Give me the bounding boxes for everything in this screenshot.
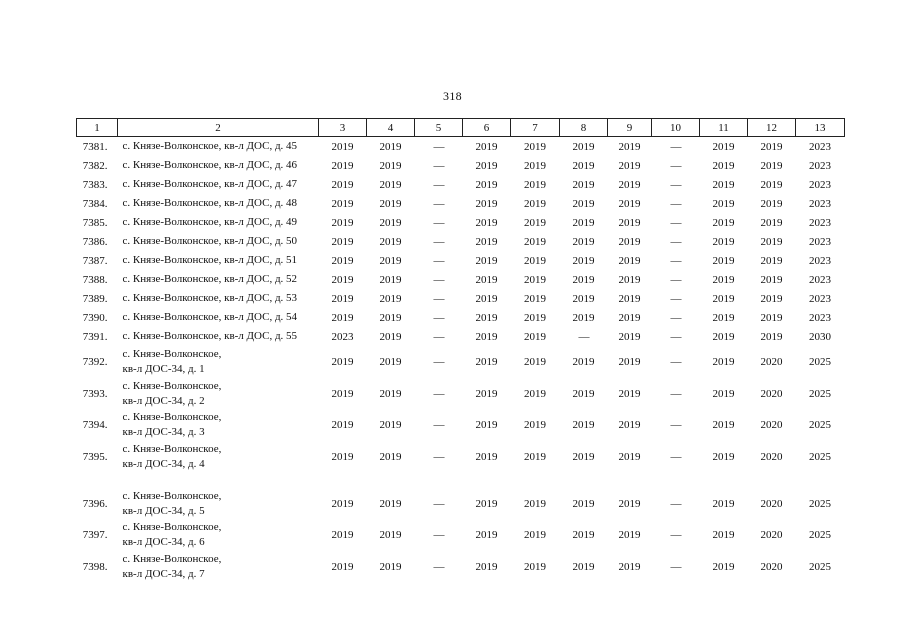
year-cell-col-11: 2019 [712, 216, 735, 229]
year-cell-col-9: 2019 [618, 178, 641, 191]
year-cell-col-7: 2019 [524, 497, 546, 510]
row-number: 7398. [82, 560, 108, 573]
year-cell-col-12: 2020 [760, 355, 783, 368]
header-row [77, 119, 845, 137]
year-cell-col-8: 2019 [572, 235, 595, 248]
year-cell-col-7: 2019 [524, 529, 546, 542]
table-row [77, 346, 845, 378]
year-cell-col-12: 2019 [760, 216, 783, 229]
year-cell-col-7: 2019 [524, 197, 546, 210]
address-line: с. Князе-Волконское, [122, 521, 222, 534]
year-cell-col-7: 2019 [524, 216, 546, 229]
year-cell-col-4: 2019 [379, 529, 402, 542]
year-cell-col-3: 2019 [331, 178, 354, 191]
address-line: с. Князе-Волконское, кв-л ДОС, д. 54 [122, 311, 298, 323]
year-cell-col-9: 2019 [618, 311, 641, 324]
year-cell-col-5: — [433, 197, 444, 210]
year-cell-col-3: 2019 [331, 273, 354, 286]
year-cell-col-6: 2019 [475, 254, 498, 267]
address-line: с. Князе-Волконское, кв-л ДОС, д. 51 [122, 254, 298, 266]
year-cell-col-4: 2019 [379, 273, 402, 286]
table-row [77, 308, 845, 327]
column-header: 5 [415, 119, 463, 137]
year-cell-col-6: 2019 [475, 178, 498, 191]
year-cell-col-4: 2019 [379, 216, 402, 229]
year-cell-col-10: — [670, 497, 681, 510]
year-cell-col-11: 2019 [712, 387, 735, 400]
year-cell-col-11: 2019 [712, 140, 735, 153]
year-cell-col-10: — [670, 216, 681, 229]
address-cell [118, 327, 319, 346]
year-cell-col-6: 2019 [475, 273, 498, 286]
year-cell-col-5: — [433, 159, 444, 172]
year-cell-col-5: — [433, 235, 444, 248]
year-cell-col-10: — [670, 254, 681, 267]
row-number: 7389. [82, 292, 108, 305]
year-cell-col-13: 2025 [809, 419, 831, 432]
year-cell-col-3: 2019 [331, 419, 354, 432]
year-cell-col-7: 2019 [524, 178, 546, 191]
year-cell-col-6: 2019 [475, 355, 498, 368]
year-cell-col-13: 2023 [809, 178, 831, 191]
year-cell-col-12: 2020 [760, 419, 783, 432]
address-cell [118, 378, 319, 410]
year-cell-col-12: 2019 [760, 197, 783, 210]
row-number: 7387. [82, 254, 108, 267]
row-number: 7381. [82, 140, 108, 153]
year-cell-col-7: 2019 [524, 159, 546, 172]
table-row [77, 251, 845, 270]
year-cell-col-7: 2019 [524, 254, 546, 267]
year-cell-col-4: 2019 [379, 197, 402, 210]
year-cell-col-7: 2019 [524, 419, 546, 432]
year-cell-col-3: 2019 [331, 560, 354, 573]
address-line: с. Князе-Волконское, кв-л ДОС, д. 45 [122, 140, 298, 152]
year-cell-col-3: 2023 [331, 330, 354, 343]
address-cell [118, 488, 319, 520]
address-line: кв-л ДОС-34, д. 7 [122, 567, 205, 580]
year-cell-col-11: 2019 [712, 529, 735, 542]
address-line: с. Князе-Волконское, [122, 347, 222, 360]
column-header: 8 [560, 119, 608, 137]
year-cell-col-11: 2019 [712, 330, 735, 343]
year-cell-col-11: 2019 [712, 450, 735, 463]
address-line: кв-л ДОС-34, д. 4 [122, 457, 205, 470]
year-cell-col-10: — [670, 529, 681, 542]
year-cell-col-3: 2019 [331, 497, 354, 510]
address-line: кв-л ДОС-34, д. 2 [122, 394, 205, 407]
table-row [77, 327, 845, 346]
table-row [77, 232, 845, 251]
address-cell [118, 519, 319, 551]
table-row [77, 378, 845, 410]
year-cell-col-13: 2023 [809, 159, 831, 172]
year-cell-col-5: — [433, 254, 444, 267]
year-cell-col-5: — [433, 178, 444, 191]
year-cell-col-5: — [433, 419, 444, 432]
year-cell-col-10: — [670, 450, 681, 463]
table-body [77, 137, 845, 583]
year-cell-col-11: 2019 [712, 197, 735, 210]
year-cell-col-7: 2019 [524, 560, 546, 573]
year-cell-col-3: 2019 [331, 216, 354, 229]
year-cell-col-8: 2019 [572, 178, 595, 191]
row-number: 7388. [82, 273, 108, 286]
row-number: 7397. [82, 529, 108, 542]
address-cell [118, 213, 319, 232]
year-cell-col-10: — [670, 330, 681, 343]
year-cell-col-10: — [670, 292, 681, 305]
address-line: кв-л ДОС-34, д. 3 [122, 426, 205, 439]
year-cell-col-6: 2019 [475, 330, 498, 343]
year-cell-col-10: — [670, 311, 681, 324]
year-cell-col-6: 2019 [475, 140, 498, 153]
column-header: 13 [796, 119, 845, 137]
row-number: 7386. [82, 235, 108, 248]
register-table [76, 118, 845, 583]
table-row [77, 156, 845, 175]
address-line: кв-л ДОС-34, д. 1 [122, 362, 205, 375]
address-line: с. Князе-Волконское, кв-л ДОС, д. 47 [122, 178, 298, 190]
row-number: 7393. [82, 387, 108, 400]
year-cell-col-8: 2019 [572, 140, 595, 153]
address-line: с. Князе-Волконское, кв-л ДОС, д. 55 [122, 330, 298, 342]
year-cell-col-8: 2019 [572, 197, 595, 210]
table-row [77, 194, 845, 213]
year-cell-col-3: 2019 [331, 292, 354, 305]
address-cell [118, 194, 319, 213]
address-line: с. Князе-Волконское, [122, 442, 222, 455]
year-cell-col-10: — [670, 355, 681, 368]
year-cell-col-5: — [433, 311, 444, 324]
year-cell-col-8: 2019 [572, 292, 595, 305]
address-cell [118, 346, 319, 378]
year-cell-col-3: 2019 [331, 387, 354, 400]
year-cell-col-12: 2019 [760, 178, 783, 191]
column-header: 7 [511, 119, 560, 137]
year-cell-col-8: 2019 [572, 254, 595, 267]
year-cell-col-4: 2019 [379, 292, 402, 305]
year-cell-col-13: 2023 [809, 254, 831, 267]
column-header: 9 [608, 119, 652, 137]
address-line: с. Князе-Волконское, кв-л ДОС, д. 53 [122, 292, 298, 304]
year-cell-col-12: 2019 [760, 292, 783, 305]
year-cell-col-4: 2019 [379, 311, 402, 324]
address-cell [118, 175, 319, 194]
row-spacer [77, 473, 845, 488]
column-header: 6 [463, 119, 511, 137]
row-number: 7394. [82, 419, 108, 432]
year-cell-col-10: — [670, 159, 681, 172]
year-cell-col-9: 2019 [618, 292, 641, 305]
year-cell-col-13: 2025 [809, 355, 831, 368]
year-cell-col-12: 2019 [760, 273, 783, 286]
row-number: 7392. [82, 355, 108, 368]
year-cell-col-9: 2019 [618, 216, 641, 229]
address-line: с. Князе-Волконское, кв-л ДОС, д. 46 [122, 159, 298, 171]
year-cell-col-9: 2019 [618, 529, 641, 542]
year-cell-col-8: 2019 [572, 355, 595, 368]
year-cell-col-4: 2019 [379, 450, 402, 463]
year-cell-col-10: — [670, 197, 681, 210]
year-cell-col-6: 2019 [475, 235, 498, 248]
year-cell-col-5: — [433, 273, 444, 286]
year-cell-col-10: — [670, 140, 681, 153]
row-number: 7382. [82, 159, 108, 172]
year-cell-col-13: 2030 [809, 330, 831, 343]
address-line: с. Князе-Волконское, кв-л ДОС, д. 49 [122, 216, 298, 228]
address-line: с. Князе-Волконское, кв-л ДОС, д. 50 [122, 235, 298, 247]
address-line: с. Князе-Волконское, [122, 411, 222, 424]
year-cell-col-6: 2019 [475, 419, 498, 432]
address-cell [118, 441, 319, 473]
address-cell [118, 409, 319, 441]
row-number: 7396. [82, 497, 108, 510]
year-cell-col-7: 2019 [524, 450, 546, 463]
year-cell-col-5: — [433, 355, 444, 368]
year-cell-col-7: 2019 [524, 355, 546, 368]
year-cell-col-11: 2019 [712, 311, 735, 324]
year-cell-col-4: 2019 [379, 254, 402, 267]
year-cell-col-11: 2019 [712, 159, 735, 172]
year-cell-col-6: 2019 [475, 560, 498, 573]
year-cell-col-13: 2025 [809, 450, 831, 463]
year-cell-col-10: — [670, 235, 681, 248]
year-cell-col-3: 2019 [331, 197, 354, 210]
address-line: с. Князе-Волконское, [122, 489, 222, 502]
address-line: кв-л ДОС-34, д. 6 [122, 536, 205, 549]
column-header: 4 [367, 119, 415, 137]
year-cell-col-8: 2019 [572, 159, 595, 172]
year-cell-col-6: 2019 [475, 311, 498, 324]
address-cell [118, 551, 319, 583]
year-cell-col-3: 2019 [331, 159, 354, 172]
year-cell-col-10: — [670, 419, 681, 432]
year-cell-col-11: 2019 [712, 273, 735, 286]
year-cell-col-8: 2019 [572, 419, 595, 432]
year-cell-col-5: — [433, 529, 444, 542]
year-cell-col-3: 2019 [331, 235, 354, 248]
year-cell-col-9: 2019 [618, 450, 641, 463]
year-cell-col-4: 2019 [379, 178, 402, 191]
year-cell-col-11: 2019 [712, 235, 735, 248]
year-cell-col-12: 2020 [760, 560, 783, 573]
year-cell-col-8: 2019 [572, 273, 595, 286]
year-cell-col-5: — [433, 330, 444, 343]
year-cell-col-5: — [433, 292, 444, 305]
year-cell-col-3: 2019 [331, 355, 354, 368]
year-cell-col-4: 2019 [379, 355, 402, 368]
table-row [77, 137, 845, 157]
year-cell-col-9: 2019 [618, 355, 641, 368]
year-cell-col-4: 2019 [379, 140, 402, 153]
address-line: с. Князе-Волконское, кв-л ДОС, д. 48 [122, 197, 298, 209]
year-cell-col-12: 2019 [760, 311, 783, 324]
year-cell-col-8: 2019 [572, 311, 595, 324]
table-row [77, 519, 845, 551]
year-cell-col-9: 2019 [618, 235, 641, 248]
year-cell-col-10: — [670, 273, 681, 286]
address-cell [118, 251, 319, 270]
year-cell-col-11: 2019 [712, 560, 735, 573]
column-header: 2 [118, 119, 319, 137]
year-cell-col-9: 2019 [618, 560, 641, 573]
year-cell-col-7: 2019 [524, 292, 546, 305]
year-cell-col-10: — [670, 387, 681, 400]
table-row [77, 488, 845, 520]
year-cell-col-12: 2019 [760, 330, 783, 343]
year-cell-col-13: 2025 [809, 497, 831, 510]
year-cell-col-7: 2019 [524, 311, 546, 324]
year-cell-col-8: — [578, 330, 589, 343]
year-cell-col-13: 2025 [809, 387, 831, 400]
year-cell-col-9: 2019 [618, 419, 641, 432]
year-cell-col-9: 2019 [618, 330, 641, 343]
year-cell-col-3: 2019 [331, 529, 354, 542]
year-cell-col-13: 2025 [809, 560, 831, 573]
year-cell-col-5: — [433, 450, 444, 463]
year-cell-col-7: 2019 [524, 140, 546, 153]
year-cell-col-4: 2019 [379, 235, 402, 248]
year-cell-col-9: 2019 [618, 273, 641, 286]
row-number: 7385. [82, 216, 108, 229]
year-cell-col-3: 2019 [331, 254, 354, 267]
year-cell-col-12: 2020 [760, 529, 783, 542]
table-row [77, 175, 845, 194]
row-number: 7383. [82, 178, 108, 191]
address-line: с. Князе-Волконское, [122, 552, 222, 565]
year-cell-col-3: 2019 [331, 450, 354, 463]
year-cell-col-5: — [433, 140, 444, 153]
year-cell-col-6: 2019 [475, 529, 498, 542]
year-cell-col-13: 2023 [809, 311, 831, 324]
year-cell-col-8: 2019 [572, 560, 595, 573]
year-cell-col-11: 2019 [712, 178, 735, 191]
year-cell-col-5: — [433, 387, 444, 400]
year-cell-col-6: 2019 [475, 197, 498, 210]
address-cell [118, 289, 319, 308]
year-cell-col-13: 2023 [809, 273, 831, 286]
year-cell-col-7: 2019 [524, 330, 546, 343]
address-line: кв-л ДОС-34, д. 5 [122, 504, 205, 517]
year-cell-col-4: 2019 [379, 560, 402, 573]
year-cell-col-9: 2019 [618, 254, 641, 267]
column-header: 3 [319, 119, 367, 137]
year-cell-col-10: — [670, 178, 681, 191]
address-cell [118, 270, 319, 289]
year-cell-col-13: 2023 [809, 197, 831, 210]
year-cell-col-11: 2019 [712, 497, 735, 510]
table-row [77, 551, 845, 583]
year-cell-col-4: 2019 [379, 497, 402, 510]
year-cell-col-4: 2019 [379, 419, 402, 432]
year-cell-col-3: 2019 [331, 140, 354, 153]
year-cell-col-9: 2019 [618, 159, 641, 172]
table-row [77, 289, 845, 308]
year-cell-col-6: 2019 [475, 216, 498, 229]
year-cell-col-4: 2019 [379, 330, 402, 343]
year-cell-col-5: — [433, 497, 444, 510]
address-cell [118, 156, 319, 175]
year-cell-col-10: — [670, 560, 681, 573]
year-cell-col-11: 2019 [712, 292, 735, 305]
year-cell-col-13: 2023 [809, 140, 831, 153]
year-cell-col-4: 2019 [379, 159, 402, 172]
year-cell-col-7: 2019 [524, 273, 546, 286]
year-cell-col-11: 2019 [712, 355, 735, 368]
year-cell-col-7: 2019 [524, 387, 546, 400]
row-number: 7384. [82, 197, 108, 210]
year-cell-col-12: 2020 [760, 497, 783, 510]
column-header: 10 [652, 119, 700, 137]
year-cell-col-6: 2019 [475, 159, 498, 172]
year-cell-col-4: 2019 [379, 387, 402, 400]
year-cell-col-8: 2019 [572, 387, 595, 400]
column-header: 1 [77, 119, 118, 137]
year-cell-col-12: 2020 [760, 387, 783, 400]
spacer-cell [77, 473, 845, 488]
address-line: с. Князе-Волконское, кв-л ДОС, д. 52 [122, 273, 298, 285]
year-cell-col-9: 2019 [618, 197, 641, 210]
year-cell-col-6: 2019 [475, 292, 498, 305]
year-cell-col-13: 2023 [809, 235, 831, 248]
year-cell-col-3: 2019 [331, 311, 354, 324]
year-cell-col-12: 2019 [760, 254, 783, 267]
table-row [77, 213, 845, 232]
year-cell-col-12: 2019 [760, 235, 783, 248]
year-cell-col-8: 2019 [572, 529, 595, 542]
year-cell-col-7: 2019 [524, 235, 546, 248]
year-cell-col-13: 2023 [809, 292, 831, 305]
year-cell-col-13: 2025 [809, 529, 831, 542]
year-cell-col-8: 2019 [572, 497, 595, 510]
page-number: 318 [443, 89, 462, 103]
year-cell-col-6: 2019 [475, 450, 498, 463]
row-number: 7391. [82, 330, 108, 343]
year-cell-col-9: 2019 [618, 497, 641, 510]
year-cell-col-8: 2019 [572, 216, 595, 229]
address-cell [118, 137, 319, 157]
year-cell-col-12: 2020 [760, 450, 783, 463]
year-cell-col-5: — [433, 560, 444, 573]
row-number: 7390. [82, 311, 108, 324]
address-cell [118, 308, 319, 327]
year-cell-col-6: 2019 [475, 497, 498, 510]
year-cell-col-6: 2019 [475, 387, 498, 400]
address-cell [118, 232, 319, 251]
year-cell-col-12: 2019 [760, 159, 783, 172]
row-number: 7395. [82, 450, 108, 463]
year-cell-col-8: 2019 [572, 450, 595, 463]
table-row [77, 409, 845, 441]
year-cell-col-11: 2019 [712, 419, 735, 432]
column-header: 11 [700, 119, 748, 137]
year-cell-col-9: 2019 [618, 387, 641, 400]
year-cell-col-13: 2023 [809, 216, 831, 229]
column-header: 12 [748, 119, 796, 137]
year-cell-col-12: 2019 [760, 140, 783, 153]
table-row [77, 441, 845, 473]
year-cell-col-11: 2019 [712, 254, 735, 267]
address-line: с. Князе-Волконское, [122, 379, 222, 392]
year-cell-col-5: — [433, 216, 444, 229]
year-cell-col-9: 2019 [618, 140, 641, 153]
table-row [77, 270, 845, 289]
